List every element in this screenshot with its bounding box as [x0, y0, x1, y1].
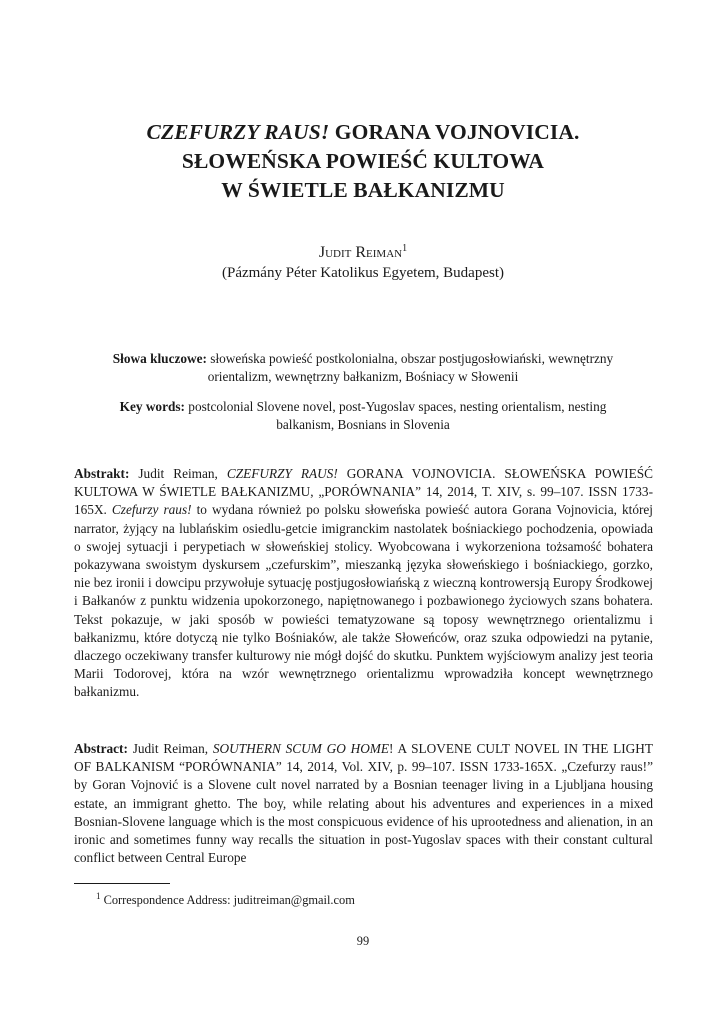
abstract-english-italic-1: SOUTHERN SCUM GO HOME: [212, 741, 389, 756]
footnote: [96, 892, 656, 908]
footnote-divider: [74, 883, 170, 884]
keywords-polish: [110, 350, 616, 386]
keywords-english-text: postcolonial Slovene novel, post-Yugoslav spaces, nesting orientalism, nesting balkanism, Bosnians in Slovenia: [184, 399, 607, 432]
footnote-text: Correspondence Address: juditreiman@gmail.com: [100, 893, 355, 907]
author-name: Judit Reiman: [318, 244, 403, 261]
keywords-polish-text: słoweńska powieść postkolonialna, obszar postjugosłowiański, wewnętrzny orientalizm, wewnętrzny bałkanizm, Bośniacy w Słowenii: [206, 351, 614, 384]
abstract-english-label: Abstract:: [74, 741, 128, 756]
keywords-english: [110, 398, 616, 434]
abstract-english-text-1: Judit Reiman,: [127, 741, 213, 756]
footnote-mark: 1: [96, 890, 101, 901]
title-line-1-rest: GORANA VOJNOVICIA.: [329, 120, 580, 144]
page-number: 99: [356, 934, 370, 948]
abstract-polish-italic-2: Czefurzy raus!: [111, 502, 192, 518]
article-title: [60, 118, 666, 205]
abstract-polish-italic-1: CZEFURZY RAUS!: [226, 466, 338, 481]
author-affiliation: (Pázmány Péter Katolikus Egyetem, Budapest): [221, 265, 504, 281]
title-line-1: [60, 118, 666, 147]
abstract-polish-label: Abstrakt:: [74, 466, 130, 481]
abstract-polish-text-1: Judit Reiman,: [129, 466, 227, 481]
abstract-polish-text-3: to wydana również po polsku słoweńska powieść autora Gorana Vojnovicia, której narrator, żyjący na lublańskim osiedlu-getcie imigranckim nastolatek bośniackiego pochodzenia, opowiada o swojej sytuacji i perypetiach w słoweńskiej stolicy. Wyobcowana i wykorzeniona tożsamość bohatera pokazywana swoistym dyskursem „czefurskim”, mieszanką języka słoweńskiego i bośniackiego, gorzko, nie bez ironii i dowcipu przywołuje sytuację postjugosłowiańską z wieczną kontrowersją Europy Środkowej i Bałkanów z punktu widzenia upokorzonego, napiętnowanego i pozbawionego życiowych szans bohatera. Tekst pokazuje, w jaki sposób w powieści tematyzowane są toposy wewnętrznego orientalizmu i bałkanizmu, które dotyczą nie tylko Bośniaków, ale także Słoweńców, oraz szuka odpowiedzi na pytanie, dlaczego oczekiwany transfer kulturowy nie mógł dojść do skutku. Punktem wyjściowym analizy jest teoria Marii Todorovej, która na wzór wewnętrznego orientalizmu wprowadziła koncept wewnętrznego bałkanizmu.: [74, 502, 653, 700]
author-name-line: [60, 243, 666, 263]
author-block: [60, 243, 666, 283]
keywords-english-label: Key words:: [119, 399, 185, 414]
abstract-english: [74, 740, 653, 867]
abstract-polish: [74, 465, 653, 702]
author-footnote-mark[interactable]: 1: [402, 243, 408, 254]
title-line-3: W ŚWIETLE BAŁKANIZMU: [221, 178, 505, 202]
title-line-2: SŁOWEŃSKA POWIEŚĆ KULTOWA: [181, 149, 545, 173]
keywords-polish-label: Słowa kluczowe:: [112, 351, 207, 366]
title-novel-name: CZEFURZY RAUS!: [146, 120, 330, 144]
abstract-english-text-2: ! A SLOVENE CULT NOVEL IN THE LIGHT OF BALKANISM “PORÓWNANIA” 14, 2014, Vol. XIV, p. 99–107. ISSN 1733-165X. „Czefurzy raus!” by Goran Vojnović is a Slovene cult novel narrated by a Bosnian teenager living in a Ljubljana housing estate, an immigrant ghetto. The boy, while relating about his adventures and experiences in a mixed Bosnian-Slovene language which is the most conspicuous evidence of his uprootedness and alienation, in an ironic and sometimes funny way recalls the situation in post-Yugoslav spaces with their constant cultural conflict between Central Europe: [74, 741, 654, 866]
abstract-polish-text-2: GORANA VOJNOVICIA. SŁOWEŃSKA POWIEŚĆ KULTOWA W ŚWIETLE BAŁKANIZMU, „PORÓWNANIA” 14, 2014, T. XIV, s. 99–107. ISSN 1733-165X.: [74, 466, 653, 518]
